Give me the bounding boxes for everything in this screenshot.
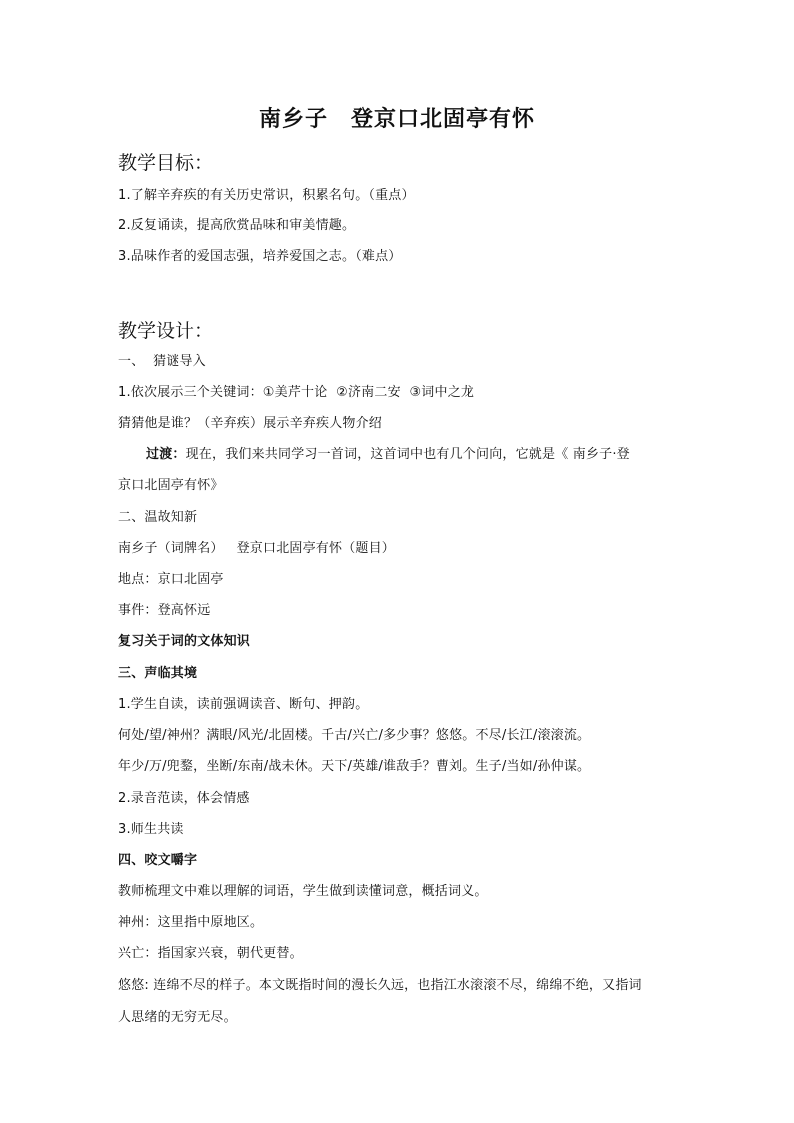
- section-2-line-2: 地点：京口北固亭: [118, 572, 224, 587]
- section-1-line-1: 1.依次展示三个关键词：①美芹十论 ②济南二安 ③词中之龙: [118, 385, 475, 400]
- section-4-line-4: 悠悠: 连绵不尽的样子。本文既指时间的漫长久远，也指江水滚滚不尽，绵绵不绝，又指词: [118, 978, 642, 993]
- section-1-line-2: 猜猜他是谁？（辛弃疾）展示辛弃疾人物介绍: [118, 416, 383, 431]
- section-2-line-1: 南乡子（词牌名） 登京口北固亭有怀（题目）: [118, 541, 395, 556]
- design-heading: 教学设计：: [118, 320, 214, 342]
- transition-paragraph: [146, 445, 630, 465]
- section-2-line-3: 事件：登高怀远: [118, 603, 211, 618]
- section-3-line-2: 何处/望/神州？满眼/风光/北固楼。千古/兴亡/多少事？悠悠。不尽/长江/滚滚流。: [118, 728, 591, 743]
- objectives-heading: 教学目标：: [118, 152, 214, 174]
- section-2-title: 二、温故知新: [118, 510, 198, 525]
- section-4-line-5: 人思绪的无穷无尽。: [118, 1010, 237, 1025]
- section-4-line-1: 教师梳理文中难以理解的词语，学生做到读懂词意，概括词义。: [118, 884, 488, 899]
- objective-item-1: 1.了解辛弃疾的有关历史常识，积累名句。（重点）: [118, 188, 415, 203]
- section-3-title: 三、声临其境: [118, 666, 198, 681]
- section-1-title: 一、 猜谜导入: [118, 354, 206, 369]
- section-4-title: 四、咬文嚼字: [118, 853, 198, 868]
- objective-item-3: 3.品味作者的爱国志强，培养爱国之志。（难点）: [118, 249, 402, 264]
- transition-label: 过渡：: [146, 447, 186, 462]
- document-title: 南乡子 登京口北固亭有怀: [258, 107, 535, 132]
- section-4-line-3: 兴亡：指国家兴衰，朝代更替。: [118, 946, 303, 961]
- section-2-bold-note: 复习关于词的文体知识: [118, 634, 251, 649]
- objective-item-2: 2.反复诵读，提高欣赏品味和审美情趣。: [118, 218, 356, 233]
- transition-text: 现在，我们来共同学习一首词，这首词中也有几个问向，它就是《 南乡子·登: [185, 447, 630, 462]
- section-3-line-5: 3.师生共读: [118, 822, 184, 837]
- transition-continuation: 京口北固亭有怀》: [118, 478, 224, 493]
- section-3-line-4: 2.录音范读，体会情感: [118, 791, 250, 806]
- section-3-line-1: 1.学生自读，读前强调读音、断句、押韵。: [118, 697, 369, 712]
- section-4-line-2: 神州：这里指中原地区。: [118, 915, 264, 930]
- section-3-line-3: 年少/万/兜鍪，坐断/东南/战未休。天下/英雄/谁敌手？曹刘。生子/当如/孙仲谋。: [118, 759, 591, 774]
